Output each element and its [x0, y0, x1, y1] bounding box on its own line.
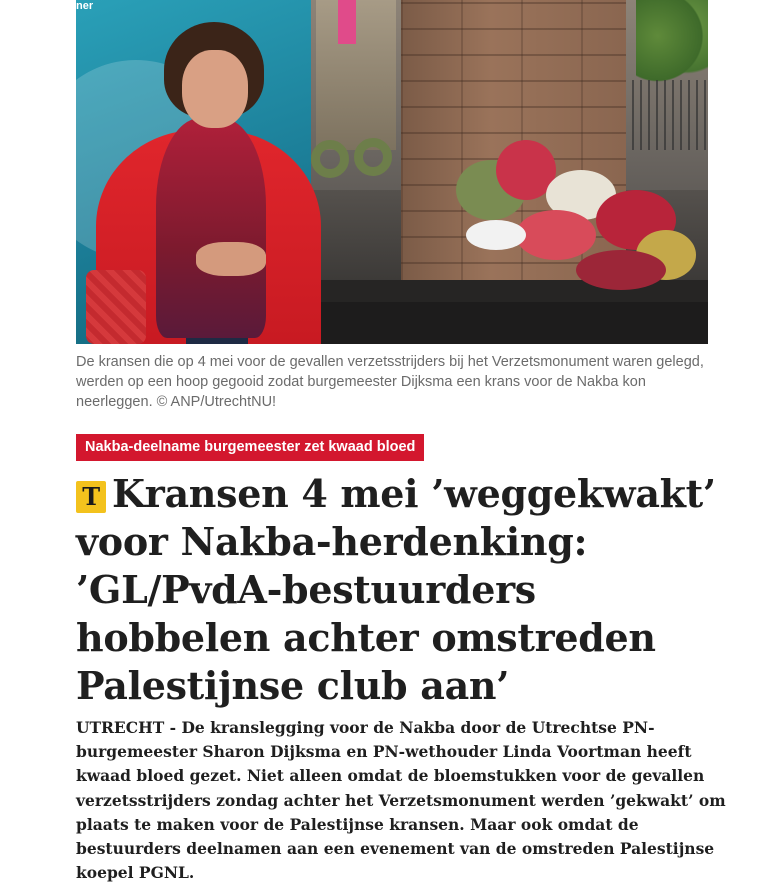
backdrop-logo-text: ner — [76, 0, 94, 12]
mayor-figure — [86, 20, 326, 344]
photo-caption: De kransen die op 4 mei voor de gevallen verzetsstrijders bij het Verzetsmonument waren gelegd, werden op een hoop gegooid zodat burgemeester Dijksma een krans voor de Nakba kon neerleggen. © ANP/UtrechtNU! — [76, 354, 704, 410]
headline-text: Kransen 4 mei ’weggekwakt’ voor Nakba-herdenking: ’GL/PvdA-bestuurders hobbelen achter omstreden Palestijnse club aan’ — [76, 471, 716, 708]
article-lead: UTRECHT - De kranslegging voor de Nakba door de Utrechtse PN-burgemeester Sharon Dijksma en PN-wethouder Linda Voortman heeft kwaad bloed gezet. Niet alleen omdat de bloemstukken voor de gevallen verzetsstrijders zondag achter het Verzetsmonument werden ’gekwakt’ om plaats te maken voor de Palestijnse kransen. Maar ook omdat de bestuurders deelnamen aan een evenement van de omstreden Palestijnse koepel PGNL. — [76, 718, 726, 883]
article-headline — [76, 470, 736, 710]
photo-building — [316, 0, 396, 150]
photo-trees — [636, 0, 708, 90]
flower-pile — [436, 120, 706, 300]
kicker-tag[interactable]: Nakba-deelname burgemeester zet kwaad bloed — [76, 434, 424, 461]
hero-photo[interactable] — [76, 0, 708, 344]
photo-banner — [338, 0, 356, 44]
monument-base — [281, 302, 708, 344]
wreath — [354, 138, 392, 176]
telegraaf-logo-icon: T — [76, 481, 106, 513]
